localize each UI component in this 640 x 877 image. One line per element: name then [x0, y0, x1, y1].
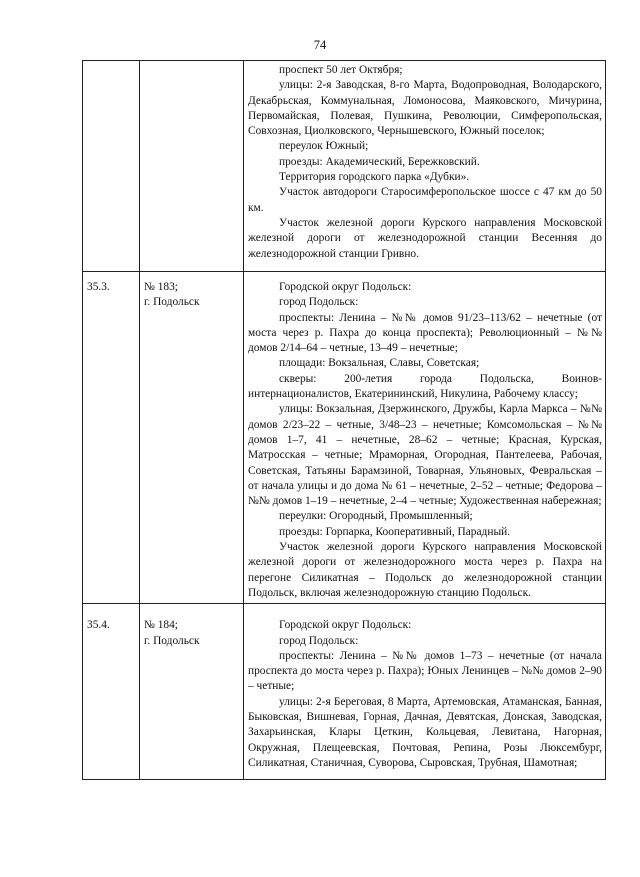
- boundary-paragraph: Городской округ Подольск:: [279, 619, 412, 632]
- boundary-paragraph: город Подольск:: [279, 296, 359, 309]
- table-row: [83, 61, 606, 272]
- boundary-paragraph: город Подольск:: [279, 634, 359, 647]
- boundary-paragraph: Участок автодороги Старосимферопольское шоссе с 47 км до 50 км.: [248, 186, 602, 214]
- boundary-paragraph: Городской округ Подольск:: [279, 281, 412, 293]
- boundary-paragraph: Территория городского парка «Дубки».: [279, 171, 470, 184]
- boundary-paragraph: проспекты: Ленина – №№ домов 1–73 – нечетные (от начала проспекта до моста через р. Пахра); Юных Ленинцев – №№ домов 2–90 – четные;: [248, 649, 602, 693]
- boundary-paragraph: проспект 50 лет Октября;: [279, 64, 403, 76]
- boundary-paragraph: проспекты: Ленина – №№ домов 91/23–113/62 – нечетные (от моста через р. Пахра до конца проспекта); Революционный – №№ домов 2/14–64 – четные, 13–49 – нечетные;: [248, 311, 602, 355]
- row-number-cell: [83, 272, 140, 604]
- boundary-paragraph: Участок железной дороги Курского направления Московской железной дороги от железнодорожного моста через р. Пахра на перегоне Силикатная – Подольск до железнодорожной станции Подольск, включая железнодорожную станцию Подольск.: [248, 541, 602, 599]
- boundary-paragraph: проезды: Академический, Бережковский.: [279, 155, 480, 168]
- boundary-paragraph: улицы: 2-я Береговая, 8 Марта, Артемовская, Атаманская, Банная, Быковская, Вишневая, Горная, Дачная, Девятская, Донская, Заводская, Захарьинская, Клары Цеткин, Кольцевая, Левитана, Нагорная, Окружная, Плещеевская, Почтовая, Репина, Розы Люксембург, Силикатная, Станичная, Суворова, Сыровская, Трубная, Шамотная;: [248, 695, 602, 769]
- table-row: [83, 604, 606, 780]
- boundary-paragraph: проезды: Горпарка, Кооперативный, Парадный.: [279, 525, 511, 538]
- row-number-cell: [83, 604, 140, 780]
- district-name-cell: [140, 604, 244, 780]
- row-number: 35.4.: [87, 619, 110, 632]
- boundary-paragraph: скверы: 200-летия города Подольска, Воинов-интернационалистов, Екатерининский, Никулина, Рабочему классу;: [248, 372, 602, 401]
- boundary-paragraph: площади: Вокзальная, Славы, Советская;: [279, 357, 480, 370]
- district-boundary-cell: [244, 272, 606, 604]
- district-number: № 184;: [144, 619, 178, 632]
- district-city: г. Подольск: [144, 296, 200, 309]
- district-city: г. Подольск: [144, 634, 200, 647]
- row-number: 35.3.: [87, 281, 110, 293]
- boundary-paragraph: улицы: Вокзальная, Дзержинского, Дружбы, Карла Маркса – №№ домов 2/23–22 – четные, 3/48–23 – нечетные; Комсомольская – №№ домов 1–7, 41 – нечетные, 28–62 – четные; Красная, Курская, Матросская – четные; Мраморная, Огородная, Пантелеева, Рабочая, Советская, Татьяны Барамзиной, Товарная, Ульяновых, Февральская – от начала улицы и до дома № 61 – нечетные, 2–52 – четные; Федорова – №№ домов 1–19 – нечетные, 2–4 – четные; Художественная набережная;: [248, 403, 602, 508]
- boundary-paragraph: переулки: Огородный, Промышленный;: [279, 510, 473, 523]
- table-row: [83, 272, 606, 604]
- district-number: № 183;: [144, 281, 178, 293]
- page-number: 74: [313, 38, 327, 52]
- boundary-paragraph: улицы: 2-я Заводская, 8-го Марта, Водопроводная, Володарского, Декабрьская, Коммунальная, Ломоносова, Маяковского, Мичурина, Первомайская, Полевая, Пушкина, Революции, Симферопольская, Совхозная, Циолковского, Чернышевского, Южный поселок;: [248, 79, 602, 138]
- district-name-cell: [140, 272, 244, 604]
- district-boundary-cell: [244, 61, 606, 272]
- boundary-paragraph: Участок железной дороги Курского направления Московской железной дороги от железнодорожной станции Весенняя до железнодорожной станции Гривно.: [248, 216, 602, 260]
- row-number-cell: [83, 61, 140, 272]
- boundary-paragraph: переулок Южный;: [279, 140, 369, 153]
- district-boundary-cell: [244, 604, 606, 780]
- districts-table: [82, 60, 606, 780]
- district-name-cell: [140, 61, 244, 272]
